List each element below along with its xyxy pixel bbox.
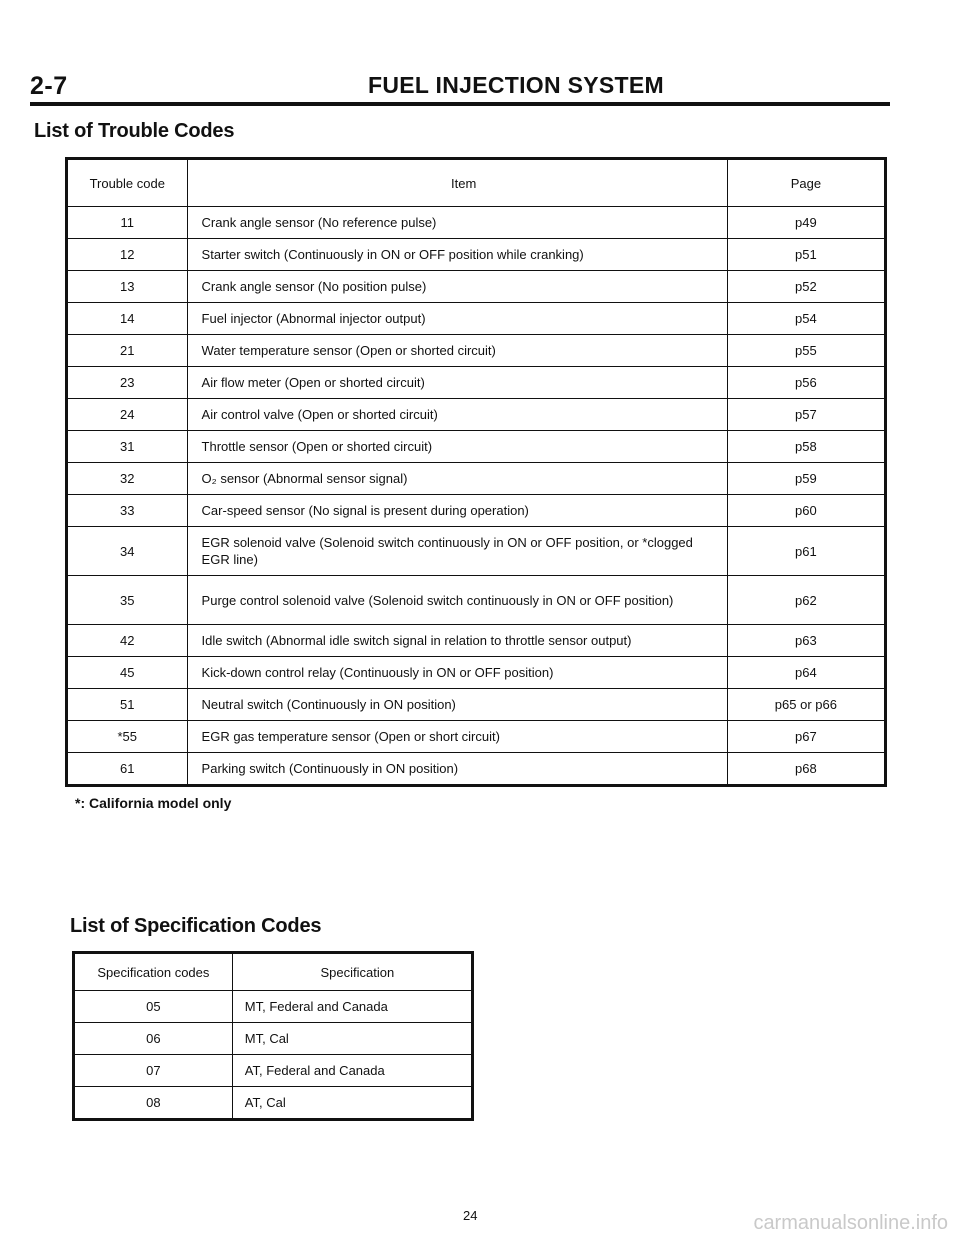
spec-codes-table bbox=[72, 951, 474, 1121]
trouble-item: Kick-down control relay (Continuously in ON or OFF position) bbox=[187, 657, 727, 689]
table-row bbox=[67, 463, 886, 495]
table-row bbox=[67, 367, 886, 399]
table-row bbox=[67, 207, 886, 239]
trouble-page: p58 bbox=[727, 431, 885, 463]
trouble-item: Car-speed sensor (No signal is present during operation) bbox=[187, 495, 727, 527]
header-rule bbox=[30, 102, 890, 106]
spec-codes-title: List of Specification Codes bbox=[70, 915, 322, 937]
trouble-item: Neutral switch (Continuously in ON position) bbox=[187, 689, 727, 721]
table-row bbox=[67, 625, 886, 657]
trouble-code: 21 bbox=[67, 335, 188, 367]
column-header-item: Item bbox=[187, 159, 727, 207]
trouble-item: Air flow meter (Open or shorted circuit) bbox=[187, 367, 727, 399]
table-row bbox=[67, 576, 886, 625]
table-row bbox=[74, 1087, 473, 1120]
trouble-page: p64 bbox=[727, 657, 885, 689]
table-row bbox=[67, 431, 886, 463]
page-number: 24 bbox=[463, 1208, 478, 1223]
trouble-page: p61 bbox=[727, 527, 885, 576]
table-header-row bbox=[67, 159, 886, 207]
table-row bbox=[67, 399, 886, 431]
trouble-code: 13 bbox=[67, 271, 188, 303]
trouble-code: 34 bbox=[67, 527, 188, 576]
spec-description: AT, Cal bbox=[232, 1087, 472, 1120]
trouble-page: p56 bbox=[727, 367, 885, 399]
trouble-code: 23 bbox=[67, 367, 188, 399]
trouble-code: 11 bbox=[67, 207, 188, 239]
table-row bbox=[67, 495, 886, 527]
trouble-item: Crank angle sensor (No position pulse) bbox=[187, 271, 727, 303]
spec-description: MT, Cal bbox=[232, 1023, 472, 1055]
trouble-code: 14 bbox=[67, 303, 188, 335]
column-header-spec-code: Specification codes bbox=[74, 953, 233, 991]
trouble-code: 61 bbox=[67, 753, 188, 786]
spec-code: 08 bbox=[74, 1087, 233, 1120]
column-header-page: Page bbox=[727, 159, 885, 207]
spec-code: 07 bbox=[74, 1055, 233, 1087]
trouble-item: Fuel injector (Abnormal injector output) bbox=[187, 303, 727, 335]
trouble-item: Air control valve (Open or shorted circuit) bbox=[187, 399, 727, 431]
table-row bbox=[67, 335, 886, 367]
trouble-item: Water temperature sensor (Open or shorted circuit) bbox=[187, 335, 727, 367]
section-number: 2-7 bbox=[30, 72, 68, 100]
trouble-item: O₂ sensor (Abnormal sensor signal) bbox=[187, 463, 727, 495]
trouble-codes-title: List of Trouble Codes bbox=[34, 120, 235, 142]
table-row bbox=[67, 657, 886, 689]
spec-description: MT, Federal and Canada bbox=[232, 991, 472, 1023]
table-row bbox=[67, 527, 886, 576]
trouble-item: EGR solenoid valve (Solenoid switch continuously in ON or OFF position, or *clogged EGR line) bbox=[187, 527, 727, 576]
spec-description: AT, Federal and Canada bbox=[232, 1055, 472, 1087]
trouble-item: Throttle sensor (Open or shorted circuit) bbox=[187, 431, 727, 463]
trouble-page: p65 or p66 bbox=[727, 689, 885, 721]
table-row bbox=[74, 1023, 473, 1055]
trouble-item: Starter switch (Continuously in ON or OFF position while cranking) bbox=[187, 239, 727, 271]
trouble-code: 33 bbox=[67, 495, 188, 527]
trouble-page: p57 bbox=[727, 399, 885, 431]
trouble-page: p67 bbox=[727, 721, 885, 753]
table-header-row bbox=[74, 953, 473, 991]
chapter-title: FUEL INJECTION SYSTEM bbox=[368, 72, 664, 98]
table-row bbox=[67, 721, 886, 753]
trouble-code: 24 bbox=[67, 399, 188, 431]
trouble-code: 45 bbox=[67, 657, 188, 689]
trouble-page: p59 bbox=[727, 463, 885, 495]
trouble-item: Purge control solenoid valve (Solenoid switch continuously in ON or OFF position) bbox=[187, 576, 727, 625]
trouble-item: Parking switch (Continuously in ON position) bbox=[187, 753, 727, 786]
table-row bbox=[67, 271, 886, 303]
footnote: *: California model only bbox=[75, 795, 232, 811]
trouble-code: 31 bbox=[67, 431, 188, 463]
watermark: carmanualsonline.info bbox=[753, 1212, 948, 1234]
trouble-code: 12 bbox=[67, 239, 188, 271]
trouble-page: p55 bbox=[727, 335, 885, 367]
spec-code: 05 bbox=[74, 991, 233, 1023]
trouble-item: EGR gas temperature sensor (Open or short circuit) bbox=[187, 721, 727, 753]
table-row bbox=[67, 689, 886, 721]
trouble-item: Idle switch (Abnormal idle switch signal in relation to throttle sensor output) bbox=[187, 625, 727, 657]
trouble-page: p68 bbox=[727, 753, 885, 786]
trouble-page: p54 bbox=[727, 303, 885, 335]
trouble-code: 32 bbox=[67, 463, 188, 495]
trouble-page: p51 bbox=[727, 239, 885, 271]
table-row bbox=[67, 753, 886, 786]
trouble-code: 35 bbox=[67, 576, 188, 625]
trouble-page: p52 bbox=[727, 271, 885, 303]
table-row bbox=[67, 239, 886, 271]
trouble-page: p63 bbox=[727, 625, 885, 657]
trouble-item: Crank angle sensor (No reference pulse) bbox=[187, 207, 727, 239]
page-header bbox=[30, 72, 890, 104]
trouble-page: p62 bbox=[727, 576, 885, 625]
trouble-codes-table bbox=[65, 157, 887, 787]
trouble-code: 42 bbox=[67, 625, 188, 657]
trouble-page: p60 bbox=[727, 495, 885, 527]
trouble-code: 51 bbox=[67, 689, 188, 721]
trouble-page: p49 bbox=[727, 207, 885, 239]
column-header-trouble-code: Trouble code bbox=[67, 159, 188, 207]
spec-code: 06 bbox=[74, 1023, 233, 1055]
table-row bbox=[67, 303, 886, 335]
table-row bbox=[74, 991, 473, 1023]
column-header-specification: Specification bbox=[232, 953, 472, 991]
table-row bbox=[74, 1055, 473, 1087]
trouble-code: *55 bbox=[67, 721, 188, 753]
